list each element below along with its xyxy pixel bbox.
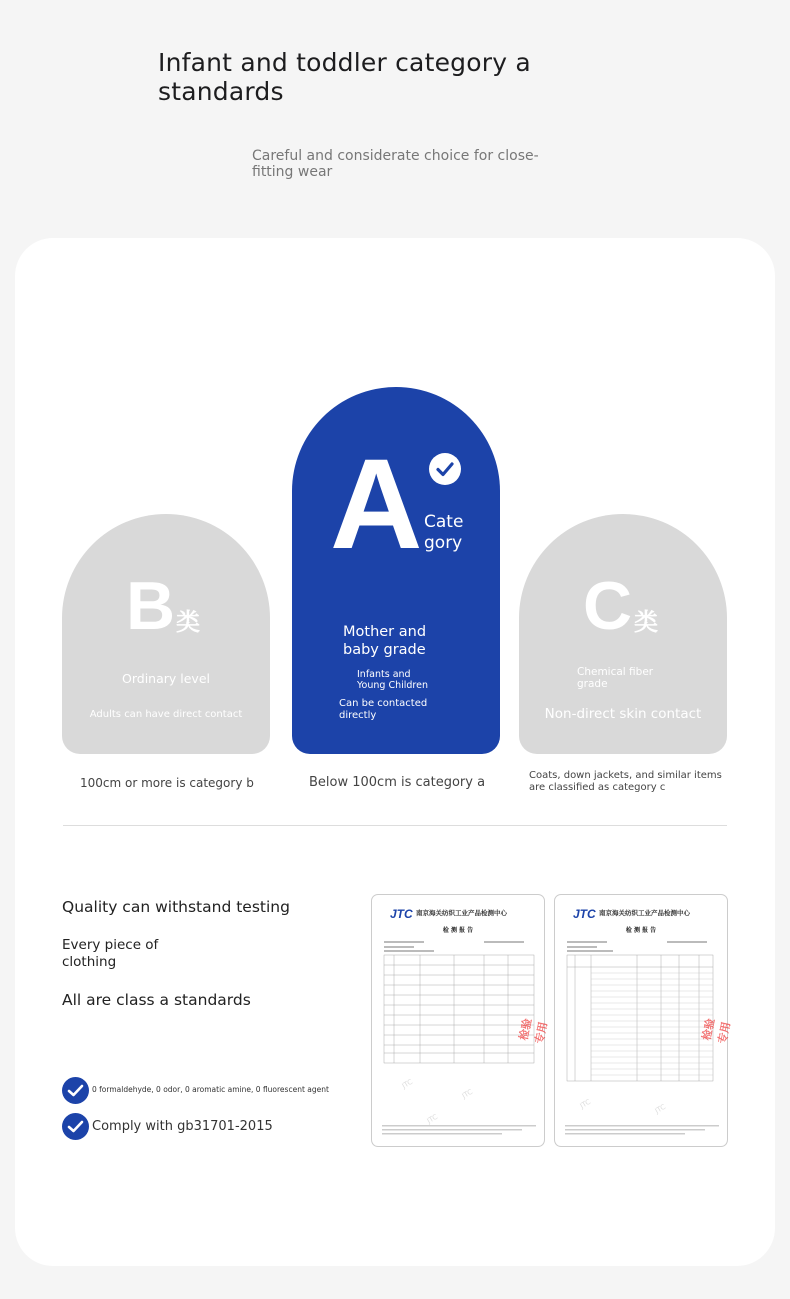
grade-a-contact-1: Can be contacted (339, 698, 428, 709)
report-org: 南京海关纺织工业产品检测中心 (599, 909, 690, 917)
report-title: 检 测 报 告 (625, 927, 657, 934)
page-title: Infant and toddler category a standards (158, 48, 531, 106)
check-circle-icon (429, 453, 461, 485)
content-card (15, 238, 775, 1266)
grade-c-suffix: 类 (634, 608, 658, 636)
watermark: JTC (653, 1102, 668, 1116)
grade-c-level-1: Chemical fiber (577, 666, 654, 678)
grade-c-note-1: Coats, down jackets, and similar items (529, 770, 722, 781)
grade-c-desc: Non-direct skin contact (544, 706, 702, 722)
check-circle-icon (62, 1077, 89, 1104)
quality-every-2: clothing (62, 954, 117, 970)
page-subtitle: Careful and considerate choice for close-fitting wear (252, 148, 539, 180)
watermark: JTC (578, 1097, 593, 1111)
report-stamp: 检验专用 (517, 1017, 550, 1045)
grade-a-level-2: baby grade (343, 642, 426, 658)
report-footer (382, 1123, 536, 1139)
quality-standards: All are class a standards (62, 991, 251, 1009)
test-report-image (554, 894, 733, 1147)
report-org: 南京海关纺织工业产品检测中心 (416, 909, 507, 917)
grade-a-who-1: Infants and (357, 669, 411, 680)
grade-a-letter: A (330, 433, 423, 576)
report-footer (565, 1123, 719, 1139)
grade-b-note: 100cm or more is category b (80, 776, 254, 790)
report-title: 检 测 报 告 (442, 927, 474, 934)
grade-a-note: Below 100cm is category a (309, 775, 486, 790)
watermark: JTC (460, 1087, 475, 1101)
grade-b-card (62, 514, 270, 754)
grade-a-category-2: gory (424, 533, 463, 553)
watermark: JTC (425, 1112, 440, 1126)
check-item-1: 0 formaldehyde, 0 odor, 0 aromatic amine, 0 fluorescent agent (92, 1085, 329, 1094)
report-table (567, 939, 717, 1089)
quality-every-1: Every piece of (62, 937, 159, 953)
report-stamp: 检验专用 (700, 1017, 733, 1045)
grade-c-note-2: are classified as category c (529, 782, 666, 793)
grade-b-desc: Adults can have direct contact (89, 709, 243, 720)
grade-a-category-1: Cate (424, 512, 464, 532)
quality-title: Quality can withstand testing (62, 898, 290, 916)
grade-a-who-2: Young Children (357, 680, 428, 691)
grade-b-suffix: 类 (176, 608, 200, 636)
grade-b-letter: B (126, 568, 176, 644)
report-table (384, 939, 534, 1064)
report-logo: JTC (390, 907, 413, 921)
grade-a-level-1: Mother and (343, 624, 427, 640)
grade-a-contact-2: directly (339, 710, 377, 721)
grade-b-level: Ordinary level (122, 671, 210, 686)
watermark: JTC (400, 1077, 415, 1091)
test-report-image (371, 894, 550, 1147)
grade-a-card (292, 387, 500, 754)
divider (63, 825, 727, 826)
report-logo: JTC (573, 907, 596, 921)
grade-c-level-2: grade (577, 678, 608, 690)
grade-c-letter: C (583, 568, 633, 644)
grade-c-card (519, 514, 727, 754)
check-item-2: Comply with gb31701-2015 (92, 1119, 273, 1134)
check-circle-icon (62, 1113, 89, 1140)
